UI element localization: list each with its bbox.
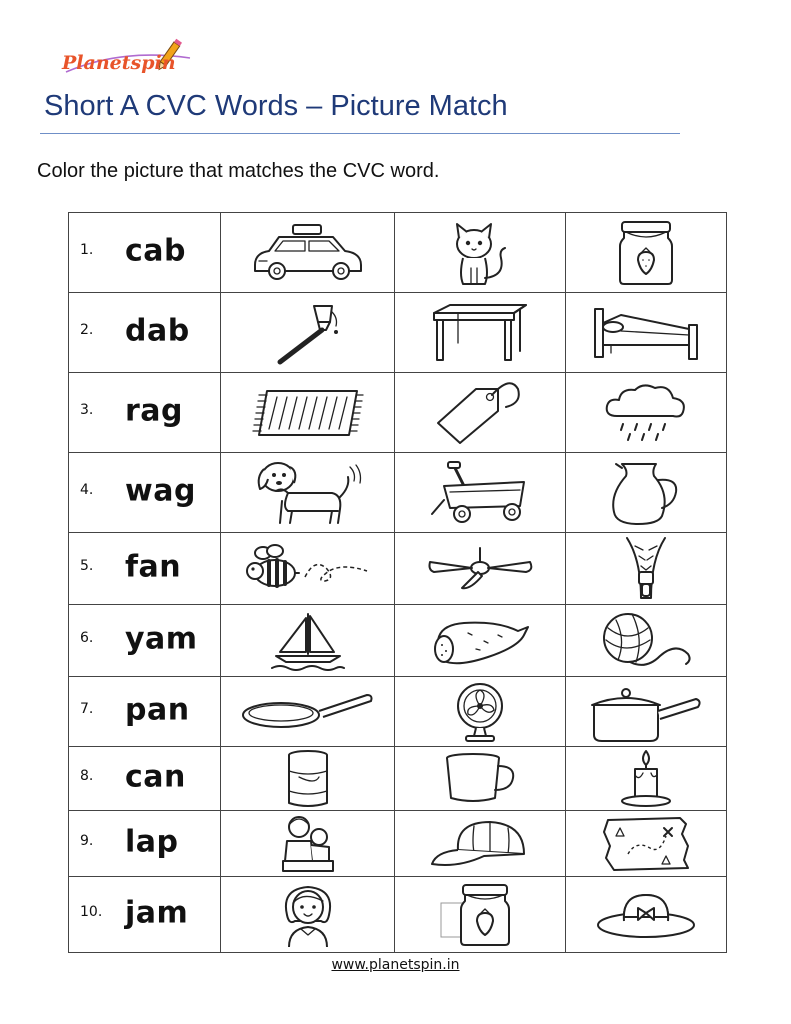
candle-icon xyxy=(617,749,675,809)
picture-cell[interactable] xyxy=(221,747,395,811)
taxi-icon xyxy=(249,221,367,285)
word-cell xyxy=(69,213,221,293)
yarn-ball-icon xyxy=(596,610,696,672)
tin-can-icon xyxy=(285,749,331,809)
picture-cell[interactable] xyxy=(395,453,566,533)
instruction-text: Color the picture that matches the CVC word. xyxy=(37,160,440,182)
row-number: 3. xyxy=(80,401,94,418)
word-cell xyxy=(69,877,221,953)
picture-cell[interactable] xyxy=(395,811,566,877)
bed-icon xyxy=(591,305,701,361)
bee-icon xyxy=(243,541,373,597)
picture-cell[interactable] xyxy=(566,373,727,453)
table-row xyxy=(69,605,727,677)
rain-cloud-icon xyxy=(603,380,689,446)
logo-text: Planetspin xyxy=(62,52,176,74)
saucepan-icon xyxy=(588,681,704,743)
table-row xyxy=(69,213,727,293)
row-number: 2. xyxy=(80,321,94,338)
picture-cell[interactable] xyxy=(221,213,395,293)
yam-icon xyxy=(428,613,532,669)
picture-cell[interactable] xyxy=(566,811,727,877)
picture-cell[interactable] xyxy=(566,293,727,373)
dog-wagging-icon xyxy=(252,457,364,529)
picture-cell[interactable] xyxy=(221,877,395,953)
row-number: 8. xyxy=(80,767,94,784)
cvc-word: pan xyxy=(125,691,190,727)
website-link[interactable]: www.planetspin.in xyxy=(331,957,460,973)
row-number: 5. xyxy=(80,557,94,574)
picture-cell[interactable] xyxy=(566,213,727,293)
picture-cell[interactable] xyxy=(221,293,395,373)
jam-jar-icon xyxy=(437,881,523,949)
picture-cell[interactable] xyxy=(395,293,566,373)
picture-cell[interactable] xyxy=(221,677,395,747)
mug-icon xyxy=(443,752,517,806)
word-cell xyxy=(69,453,221,533)
picture-cell[interactable] xyxy=(395,373,566,453)
table-row xyxy=(69,677,727,747)
jug-icon xyxy=(608,458,684,528)
picture-cell[interactable] xyxy=(566,747,727,811)
rug-icon xyxy=(249,385,367,441)
tag-icon xyxy=(434,381,526,445)
picture-cell[interactable] xyxy=(566,533,727,605)
picture-cell[interactable] xyxy=(221,373,395,453)
picture-match-table xyxy=(68,212,727,953)
row-number: 9. xyxy=(80,832,94,849)
paintbrush-icon xyxy=(270,298,346,368)
table-row xyxy=(69,811,727,877)
cvc-word: rag xyxy=(125,392,184,428)
picture-cell[interactable] xyxy=(566,877,727,953)
table-icon xyxy=(430,301,530,365)
table-row xyxy=(69,293,727,373)
row-number: 4. xyxy=(80,481,94,498)
picture-cell[interactable] xyxy=(395,533,566,605)
planetspin-logo xyxy=(62,38,202,84)
table-row xyxy=(69,373,727,453)
table-row xyxy=(69,453,727,533)
wagon-icon xyxy=(426,460,534,526)
picture-cell[interactable] xyxy=(221,453,395,533)
picture-cell[interactable] xyxy=(221,533,395,605)
title-underline xyxy=(40,133,680,134)
row-number: 7. xyxy=(80,700,94,717)
zipper-icon xyxy=(621,536,671,602)
table-fan-icon xyxy=(450,680,510,744)
child-on-lap-icon xyxy=(279,813,337,875)
picture-cell[interactable] xyxy=(566,605,727,677)
cvc-word: lap xyxy=(125,823,179,859)
hat-icon xyxy=(594,889,698,941)
cap-icon xyxy=(428,816,532,872)
word-cell xyxy=(69,373,221,453)
strawberry-jam-jar-icon xyxy=(616,218,676,288)
word-cell xyxy=(69,747,221,811)
page-title: Short A CVC Words – Picture Match xyxy=(44,90,508,122)
sailboat-icon xyxy=(268,610,348,672)
girl-icon xyxy=(277,881,339,949)
row-number: 1. xyxy=(80,241,94,258)
cvc-word: fan xyxy=(125,548,182,584)
picture-cell[interactable] xyxy=(566,453,727,533)
word-cell xyxy=(69,605,221,677)
picture-cell[interactable] xyxy=(395,605,566,677)
picture-cell[interactable] xyxy=(566,677,727,747)
treasure-map-icon xyxy=(600,814,692,874)
picture-cell[interactable] xyxy=(395,747,566,811)
picture-cell[interactable] xyxy=(395,213,566,293)
word-cell xyxy=(69,677,221,747)
cvc-word: can xyxy=(125,758,186,794)
cat-icon xyxy=(445,218,515,288)
cvc-word: cab xyxy=(125,232,187,268)
row-number: 10. xyxy=(80,903,103,920)
table-row xyxy=(69,877,727,953)
cvc-word: yam xyxy=(125,620,198,656)
cvc-word: dab xyxy=(125,312,190,348)
table-row xyxy=(69,533,727,605)
frying-pan-icon xyxy=(239,687,377,737)
cvc-word: jam xyxy=(125,894,189,930)
cvc-word: wag xyxy=(125,472,196,508)
picture-cell[interactable] xyxy=(395,877,566,953)
picture-cell[interactable] xyxy=(221,605,395,677)
picture-cell[interactable] xyxy=(221,811,395,877)
row-number: 6. xyxy=(80,629,94,646)
word-cell xyxy=(69,811,221,877)
word-cell xyxy=(69,533,221,605)
word-cell xyxy=(69,293,221,373)
table-row xyxy=(69,747,727,811)
ceiling-fan-icon xyxy=(424,546,536,592)
picture-cell[interactable] xyxy=(395,677,566,747)
